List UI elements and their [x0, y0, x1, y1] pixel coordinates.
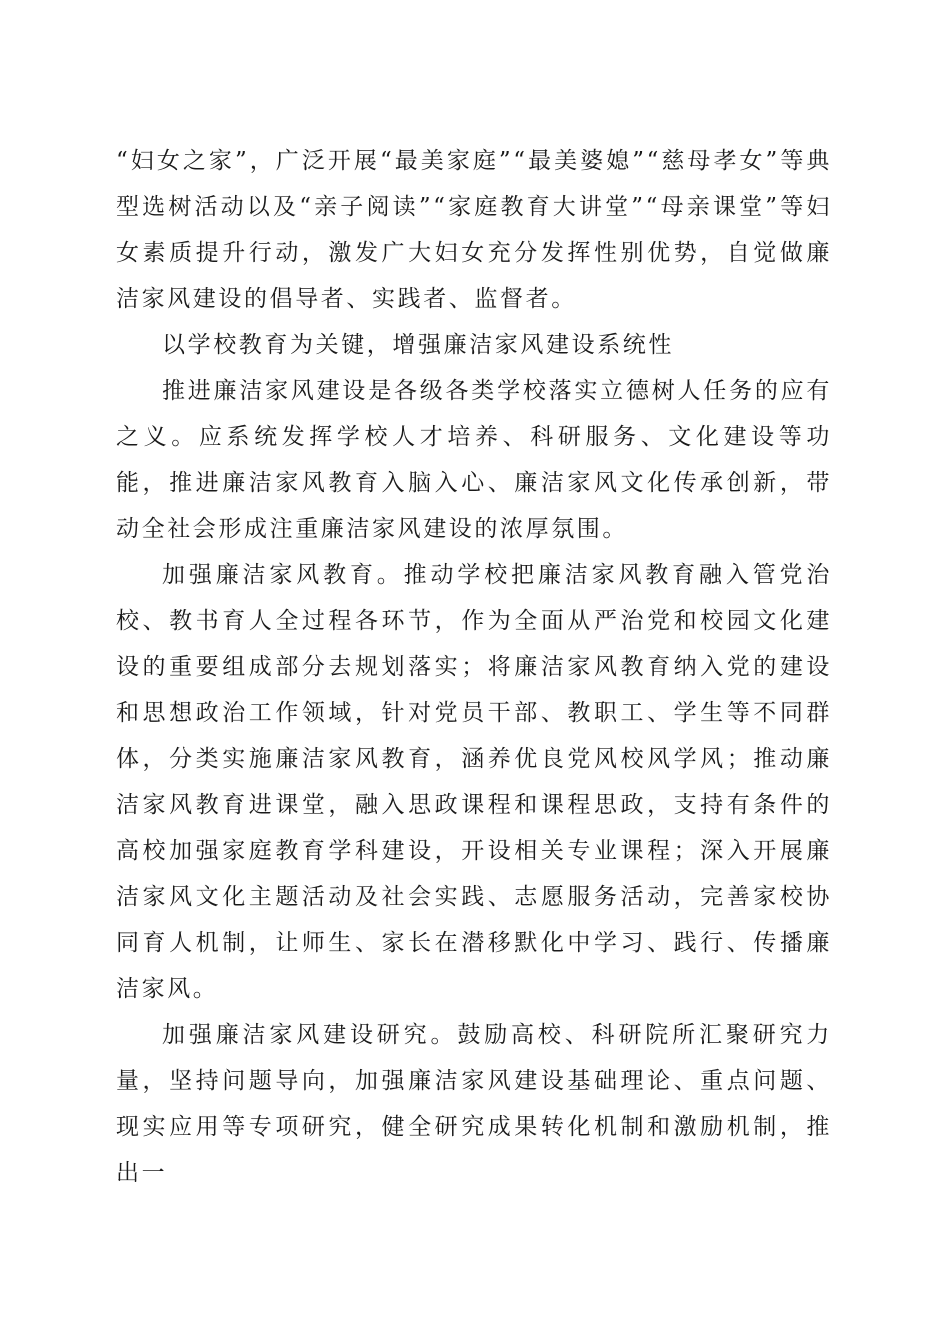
continuation-paragraph: “妇女之家”，广泛开展“最美家庭”“最美婆媳”“慈母孝女”等典型选树活动以及“亲子阅读”“家庭教育大讲堂”“母亲课堂”等妇女素质提升行动，激发广大妇女充分发挥性别优势，自觉做廉洁家风建设的倡导者、实践者、监督者。 — [116, 148, 832, 312]
body-paragraph: 加强廉洁家风建设研究。鼓励高校、科研院所汇聚研究力量，坚持问题导向，加强廉洁家风建设基础理论、重点问题、现实应用等专项研究，健全研究成果转化机制和激励机制，推出一 — [116, 1022, 832, 1186]
section-heading: 以学校教育为关键，增强廉洁家风建设系统性 — [162, 332, 674, 358]
body-paragraph: 推进廉洁家风建设是各级各类学校落实立德树人任务的应有之义。应系统发挥学校人才培养、科研服务、文化建设等功能，推进廉洁家风教育入脑入心、廉洁家风文化传承创新，带动全社会形成注重廉洁家风建设的浓厚氛围。 — [116, 378, 832, 542]
document-body — [116, 138, 832, 1196]
body-paragraph: 加强廉洁家风教育。推动学校把廉洁家风教育融入管党治校、教书育人全过程各环节，作为全面从严治党和校园文化建设的重要组成部分去规划落实；将廉洁家风教育纳入党的建设和思想政治工作领域，针对党员干部、教职工、学生等不同群体，分类实施廉洁家风教育，涵养优良党风校风学风；推动廉洁家风教育进课堂，融入思政课程和课程思政，支持有条件的高校加强家庭教育学科建设，开设相关专业课程；深入开展廉洁家风文化主题活动及社会实践、志愿服务活动，完善家校协同育人机制，让师生、家长在潜移默化中学习、践行、传播廉洁家风。 — [116, 562, 832, 1002]
